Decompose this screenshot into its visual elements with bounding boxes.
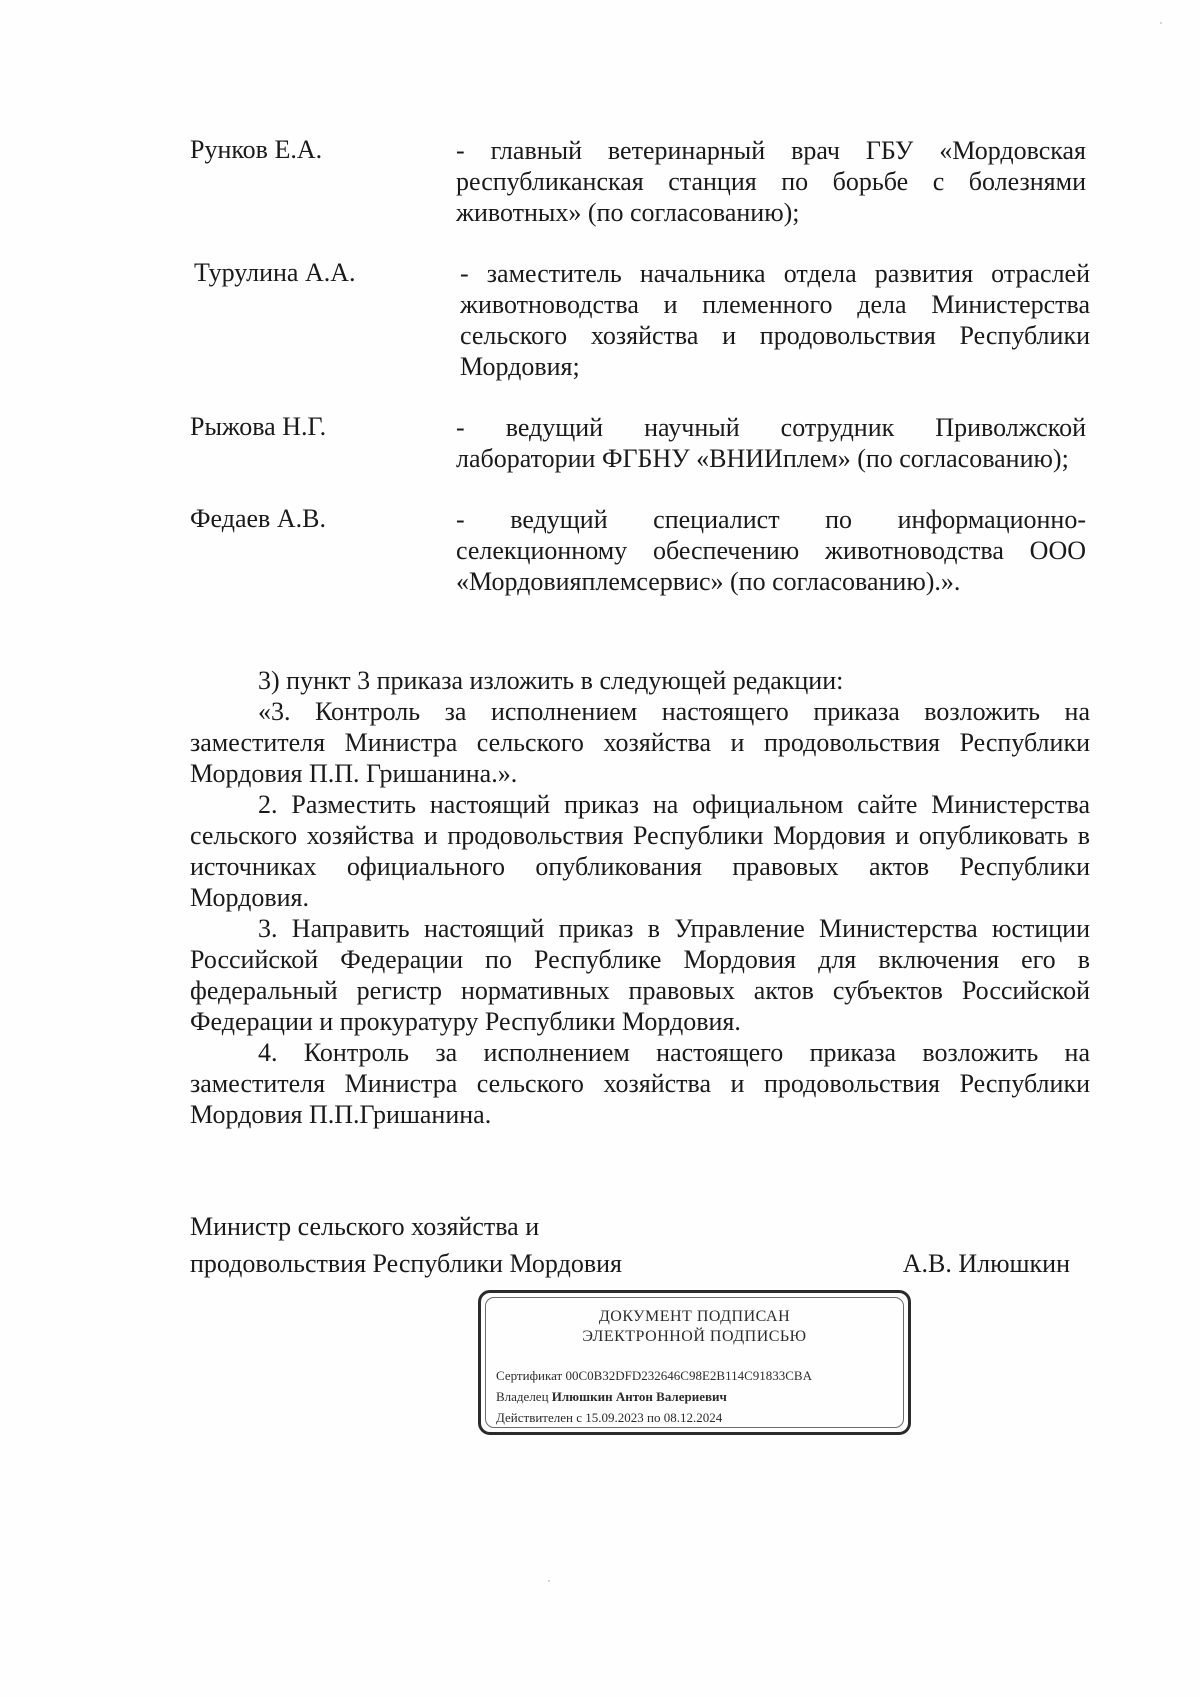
stamp-details	[496, 1365, 812, 1428]
commission-members-list	[190, 135, 1090, 627]
member-role: - ведущий научный сотрудник Приволжской лаборатории ФГБНУ «ВНИИплем» (по согласованию);	[456, 413, 1086, 473]
stamp-certificate-label: Сертификат	[496, 1368, 563, 1383]
stamp-valid-label: Действителен с	[496, 1410, 582, 1425]
member-name: Турулина А.А.	[194, 258, 356, 287]
stamp-valid-to: 08.12.2024	[663, 1410, 723, 1425]
member-row	[190, 504, 1090, 597]
stamp-valid-from: 15.09.2023	[585, 1410, 644, 1425]
stamp-owner-value: Илюшкин Антон Валериевич	[551, 1389, 727, 1404]
member-name: Рунков Е.А.	[190, 135, 323, 164]
paragraph: 3) пункт 3 приказа изложить в следующей редакции:	[258, 666, 844, 695]
signer-name: А.В. Илюшкин	[902, 1249, 1070, 1278]
member-role: - ведущий специалист по информационно-селекционному обеспечению животноводства ООО «Мордовияплемсервис» (по согласованию).».	[456, 505, 1086, 596]
stamp-certificate	[496, 1365, 812, 1386]
paragraph: 3. Направить настоящий приказ в Управление Министерства юстиции Российской Федерации по Республике Мордовия для включения его в федеральный регистр нормативных правовых актов субъектов Российской Федерации и прокуратуру Республики Мордовия.	[190, 914, 1090, 1036]
scan-artifact	[1160, 22, 1162, 24]
member-row	[190, 135, 1090, 228]
signer-line	[190, 1245, 1070, 1282]
stamp-owner-label: Владелец	[496, 1389, 549, 1404]
member-role: - заместитель начальника отдела развития отраслей животноводства и племенного дела Министерства сельского хозяйства и продовольствия Республики Мордовия;	[460, 259, 1090, 381]
stamp-certificate-value: 00C0B32DFD232646C98E2B114C91833CBA	[565, 1368, 812, 1383]
scan-artifact	[548, 1580, 550, 1582]
member-row	[190, 412, 1090, 474]
signer-position-line: продовольствия Республики Мордовия	[190, 1249, 622, 1278]
electronic-signature-stamp	[478, 1290, 911, 1435]
signer-position-line: Министр сельского хозяйства и	[190, 1212, 540, 1241]
paragraph: 4. Контроль за исполнением настоящего приказа возложить на заместителя Министра сельского хозяйства и продовольствия Республики Мордовия П.П.Гришанина.	[190, 1038, 1090, 1129]
stamp-valid-to-label: по	[647, 1410, 661, 1425]
stamp-title	[481, 1307, 908, 1347]
stamp-title-line: ЭЛЕКТРОННОЙ ПОДПИСЬЮ	[582, 1328, 807, 1345]
member-name: Федаев А.В.	[190, 504, 326, 533]
paragraph: «3. Контроль за исполнением настоящего приказа возложить на заместителя Министра сельского хозяйства и продовольствия Республики Мордовия П.П. Гришанина.».	[190, 697, 1090, 788]
stamp-validity	[496, 1407, 812, 1428]
member-role: - главный ветеринарный врач ГБУ «Мордовская республиканская станция по борьбе с болезнями животных» (по согласованию);	[456, 136, 1086, 227]
signature-block	[190, 1208, 1070, 1282]
order-body	[190, 665, 1090, 1130]
member-name: Рыжова Н.Г.	[190, 412, 327, 441]
member-row	[190, 258, 1090, 382]
stamp-owner	[496, 1386, 812, 1407]
paragraph: 2. Разместить настоящий приказ на официальном сайте Министерства сельского хозяйства и продовольствия Республики Мордовия и опубликовать в источниках официального опубликования правовых актов Республики Мордовия.	[190, 790, 1090, 912]
stamp-title-line: ДОКУМЕНТ ПОДПИСАН	[598, 1308, 791, 1325]
